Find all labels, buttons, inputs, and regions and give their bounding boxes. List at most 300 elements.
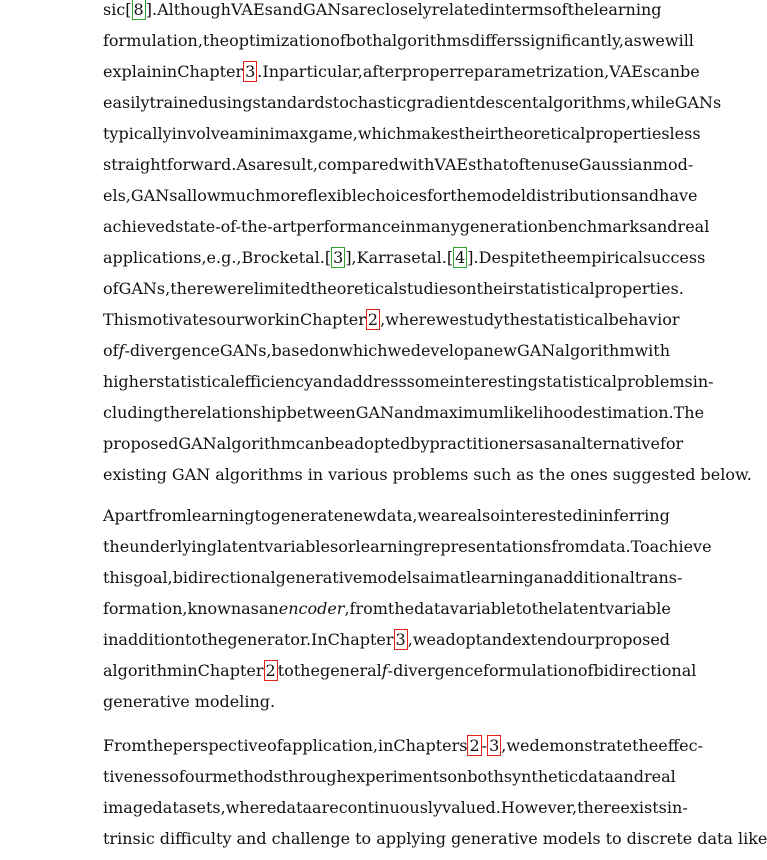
- paragraph-1: [103, 0, 752, 496]
- word: proper: [401, 62, 457, 81]
- word: GANs: [130, 186, 178, 205]
- word: latent: [557, 599, 606, 618]
- word: various: [328, 465, 388, 484]
- word: [ 3 ],: [324, 248, 357, 267]
- word: mod-: [652, 155, 694, 174]
- word: properties: [585, 124, 670, 143]
- word: trained: [149, 93, 209, 112]
- word: the: [503, 310, 530, 329]
- word: many: [415, 217, 460, 236]
- word: generation: [459, 217, 548, 236]
- word: adopted: [344, 434, 411, 453]
- word: in: [182, 661, 198, 680]
- word: perspective: [172, 736, 268, 755]
- word: Chapter: [177, 62, 244, 81]
- word: optimization: [229, 31, 331, 50]
- word: model: [476, 186, 527, 205]
- word: [ 4 ].: [446, 248, 479, 267]
- word: statistical: [156, 372, 236, 391]
- word: a: [473, 341, 484, 360]
- word: et: [411, 248, 428, 267]
- word: will: [664, 31, 694, 50]
- text-line: [103, 692, 647, 723]
- word: in: [400, 217, 416, 236]
- word: The: [673, 403, 705, 422]
- word: for: [659, 434, 684, 453]
- text-line: [103, 506, 670, 537]
- word: ones: [570, 465, 608, 484]
- word: where: [225, 798, 277, 817]
- word: data: [414, 599, 450, 618]
- text-line: [103, 155, 694, 186]
- text-line: [103, 279, 684, 310]
- word: often: [509, 155, 551, 174]
- word: application,: [282, 736, 378, 755]
- word: GAN: [171, 465, 211, 484]
- word: 2 - 3 ,: [469, 736, 507, 755]
- word: [264, 661, 278, 681]
- word: learning: [355, 537, 424, 556]
- chapter-ref-link[interactable]: 3: [395, 630, 406, 649]
- word: discrete: [626, 829, 693, 848]
- word: practitioners: [429, 434, 535, 453]
- word: Despite: [478, 248, 541, 267]
- word: In: [262, 62, 280, 81]
- text-line: [103, 537, 712, 568]
- word: use: [550, 155, 579, 174]
- word: applications,: [103, 248, 207, 267]
- word: to: [515, 599, 532, 618]
- word: As: [236, 155, 257, 174]
- word: From: [103, 736, 147, 755]
- word: theoretical: [497, 124, 586, 143]
- word: suggested: [612, 465, 696, 484]
- word: statistical: [537, 372, 618, 391]
- word: limited: [253, 279, 311, 298]
- word: variable: [449, 599, 516, 618]
- word: known: [187, 599, 242, 618]
- word: algorithm: [555, 341, 635, 360]
- word: proposed: [594, 630, 671, 649]
- word: using: [208, 93, 253, 112]
- word: aim: [420, 568, 451, 587]
- word: based: [271, 341, 320, 360]
- word: data: [578, 767, 614, 786]
- word: in: [307, 465, 324, 484]
- word: To: [630, 537, 650, 556]
- chapter-ref-link[interactable]: 2: [469, 736, 480, 755]
- word: benchmarks: [547, 217, 648, 236]
- word: estimation.: [583, 403, 674, 422]
- word: theoretical: [310, 279, 399, 298]
- word: VAEs: [434, 155, 477, 174]
- chapter-ref-link[interactable]: 2: [265, 661, 276, 680]
- word: in: [377, 736, 394, 755]
- word: and: [236, 829, 267, 848]
- word: typically: [103, 124, 172, 143]
- word: learning: [466, 568, 534, 587]
- word: the: [103, 537, 130, 556]
- word: generative: [103, 692, 190, 711]
- word: flexible: [307, 186, 367, 205]
- word: exists: [620, 798, 667, 817]
- word: are: [312, 798, 339, 817]
- word: some: [406, 372, 450, 391]
- word: data: [697, 829, 733, 848]
- word: goal,: [133, 568, 173, 587]
- word: tiveness: [103, 767, 170, 786]
- word: GANs: [674, 93, 722, 112]
- word: GAN: [178, 434, 217, 453]
- paragraph-3: [103, 736, 767, 860]
- word: more: [265, 186, 308, 205]
- word: in-: [666, 798, 688, 817]
- word: a: [256, 155, 266, 174]
- word: maximum: [424, 403, 504, 422]
- word: from: [349, 599, 388, 618]
- word: reparametrization,: [456, 62, 610, 81]
- word: difficulty: [159, 829, 232, 848]
- text-line: [103, 310, 680, 341]
- word: in: [284, 310, 301, 329]
- word: of: [330, 31, 346, 50]
- word: achieve: [649, 537, 712, 556]
- word: representations: [423, 537, 552, 556]
- word: variable: [605, 599, 671, 618]
- word: the: [202, 31, 230, 50]
- word: can: [295, 434, 325, 453]
- word: generative: [275, 568, 363, 587]
- word: as: [534, 434, 552, 453]
- word: after: [362, 62, 402, 81]
- word: f-divergence: [118, 341, 220, 360]
- word: Chapter: [300, 310, 366, 329]
- word: success: [642, 248, 706, 267]
- word: valued.: [442, 798, 501, 817]
- word: formulation: [483, 661, 578, 680]
- word: to: [254, 506, 271, 525]
- word: like: [737, 829, 767, 848]
- word: in: [161, 62, 178, 81]
- word: result,: [265, 155, 318, 174]
- word: we: [641, 31, 665, 50]
- word: relationship: [189, 403, 287, 422]
- text-line: [103, 248, 706, 279]
- word: GAN: [516, 341, 556, 360]
- word: by: [410, 434, 430, 453]
- text-line: [103, 829, 767, 860]
- word: the: [450, 186, 477, 205]
- text-line: [103, 186, 698, 217]
- word: 2 ,: [367, 310, 386, 329]
- word: both: [345, 31, 383, 50]
- word: easily: [103, 93, 150, 112]
- word: this: [103, 568, 134, 587]
- citation-link[interactable]: 8: [133, 0, 144, 19]
- word: of: [103, 341, 119, 360]
- word: be: [324, 434, 345, 453]
- word: addition: [118, 630, 186, 649]
- word: GAN: [355, 403, 395, 422]
- word: al.: [427, 248, 447, 267]
- word: In: [311, 630, 328, 649]
- word: synthetic: [503, 767, 579, 786]
- chapter-ref-link[interactable]: 2: [367, 310, 379, 329]
- text-line: [103, 372, 714, 403]
- word: less: [669, 124, 701, 143]
- word: gradient: [406, 93, 476, 112]
- word: to: [185, 630, 202, 649]
- word: Chapter: [197, 661, 264, 680]
- word: allow: [177, 186, 221, 205]
- word: the: [632, 736, 659, 755]
- word: image: [103, 798, 153, 817]
- word: the: [531, 599, 558, 618]
- word: encoder,: [278, 599, 350, 618]
- word: data: [152, 798, 189, 817]
- word: their: [458, 124, 498, 143]
- word: statistical: [529, 310, 609, 329]
- word: studies: [398, 279, 457, 298]
- word: in: [489, 0, 506, 19]
- word: existing: [103, 465, 167, 484]
- word: choices: [366, 186, 427, 205]
- word: at: [450, 568, 466, 587]
- word: modeling.: [194, 692, 276, 711]
- word: latent: [217, 537, 265, 556]
- word: significantly,: [521, 31, 624, 50]
- word: behavior: [608, 310, 680, 329]
- word: and: [629, 186, 660, 205]
- word: state-of-the-art: [175, 217, 297, 236]
- word: formulation,: [103, 31, 203, 50]
- word: we: [506, 736, 530, 755]
- word: trinsic: [103, 829, 155, 848]
- word: work: [243, 310, 285, 329]
- word: of: [577, 661, 594, 680]
- word: challenge: [271, 829, 351, 848]
- word: our: [184, 767, 213, 786]
- word: generator.: [227, 630, 312, 649]
- word: as: [623, 31, 642, 50]
- word: be: [680, 62, 700, 81]
- chapter-ref-link[interactable]: 3: [489, 736, 500, 755]
- word: on: [319, 341, 340, 360]
- word: our: [567, 630, 595, 649]
- word: descent: [475, 93, 539, 112]
- word: straightforward.: [103, 155, 237, 174]
- word: their: [476, 279, 516, 298]
- word: sets,: [188, 798, 226, 817]
- word: distributions: [526, 186, 630, 205]
- word: stochastic: [324, 93, 407, 112]
- word: we: [387, 341, 411, 360]
- word: also: [467, 506, 500, 525]
- word: an: [551, 434, 572, 453]
- word: algorithm: [216, 434, 296, 453]
- word: particular,: [279, 62, 363, 81]
- word: between: [286, 403, 356, 422]
- word: an: [258, 599, 279, 618]
- word: address: [343, 372, 407, 391]
- word: the: [146, 736, 173, 755]
- word: to: [277, 661, 294, 680]
- word: adopt: [435, 630, 483, 649]
- word: underlying: [129, 537, 217, 556]
- text-line: [103, 599, 671, 630]
- word: the: [540, 248, 567, 267]
- word: However,: [500, 798, 578, 817]
- chapter-ref-link[interactable]: 3: [245, 62, 256, 81]
- word: efficiency: [235, 372, 314, 391]
- word: minimax: [238, 124, 309, 143]
- word: the: [567, 0, 594, 19]
- word: 3 ,: [395, 630, 413, 649]
- word: data,: [376, 506, 418, 525]
- word: f-divergence: [381, 661, 484, 680]
- word: with: [634, 341, 671, 360]
- word: bidirectional: [593, 661, 697, 680]
- word: were: [213, 279, 254, 298]
- word: GANs,: [118, 279, 171, 298]
- word: compared: [317, 155, 399, 174]
- word: GANs,: [219, 341, 272, 360]
- word: inferring: [598, 506, 670, 525]
- word: real: [643, 767, 676, 786]
- word: interested: [499, 506, 583, 525]
- word: where: [385, 310, 436, 329]
- word: continuously: [338, 798, 443, 817]
- word: with: [398, 155, 435, 174]
- word: in: [103, 630, 119, 649]
- text-line: [103, 124, 701, 155]
- word: algorithms: [215, 465, 303, 484]
- word: learning: [593, 0, 662, 19]
- word: effec-: [658, 736, 703, 755]
- word: and: [647, 217, 678, 236]
- word: and: [394, 403, 425, 422]
- word: game,: [308, 124, 358, 143]
- text-line: [103, 661, 697, 692]
- text-line: [103, 403, 705, 434]
- citation-link[interactable]: 3: [333, 248, 344, 267]
- word: and: [613, 767, 644, 786]
- citation-link[interactable]: 4: [455, 248, 466, 267]
- word: higher: [103, 372, 157, 391]
- word: This: [103, 310, 138, 329]
- word: motivates: [137, 310, 217, 329]
- word: while: [630, 93, 675, 112]
- word: to: [355, 829, 372, 848]
- word: experiments: [346, 767, 448, 786]
- word: sic: [103, 0, 126, 19]
- word: Brock: [241, 248, 290, 267]
- word: new: [483, 341, 517, 360]
- text-line: [103, 0, 662, 31]
- word: we: [417, 506, 441, 525]
- word: such: [473, 465, 512, 484]
- word: models: [542, 829, 601, 848]
- word: general: [319, 661, 382, 680]
- word: in: [582, 506, 599, 525]
- word: extend: [512, 630, 568, 649]
- word: properties.: [594, 279, 684, 298]
- word: an: [533, 568, 554, 587]
- word: data.: [589, 537, 631, 556]
- word: for: [426, 186, 451, 205]
- word: as: [516, 465, 534, 484]
- word: applying: [376, 829, 447, 848]
- word: formation,: [103, 599, 188, 618]
- word: models: [362, 568, 421, 587]
- word: below.: [700, 465, 752, 484]
- word: study: [458, 310, 504, 329]
- word: problems: [617, 372, 693, 391]
- word: as: [241, 599, 259, 618]
- text-line: [103, 465, 752, 496]
- word: Chapter: [327, 630, 394, 649]
- word: terms: [505, 0, 552, 19]
- word: that: [476, 155, 509, 174]
- word: performance: [296, 217, 401, 236]
- word: develop: [410, 341, 474, 360]
- word: achieved: [103, 217, 176, 236]
- word: els,: [103, 186, 131, 205]
- word: VAEs: [230, 0, 273, 19]
- word: much: [220, 186, 266, 205]
- word: of: [267, 736, 283, 755]
- word: real: [677, 217, 710, 236]
- word: the: [201, 630, 228, 649]
- word: the: [163, 403, 190, 422]
- word: of: [103, 279, 119, 298]
- word: to: [605, 829, 622, 848]
- word: Gaussian: [578, 155, 653, 174]
- word: of: [552, 0, 568, 19]
- word: from: [148, 506, 187, 525]
- word: proposed: [103, 434, 179, 453]
- word: from: [551, 537, 590, 556]
- text-line: [103, 798, 688, 829]
- word: Although: [157, 0, 231, 19]
- word: 3 .: [245, 62, 263, 81]
- word: differs: [469, 31, 522, 50]
- word: makes: [406, 124, 459, 143]
- word: which: [339, 341, 388, 360]
- word: through: [281, 767, 347, 786]
- word: Apart: [103, 506, 149, 525]
- word: demonstrate: [529, 736, 633, 755]
- word: or: [338, 537, 356, 556]
- word: on: [447, 767, 468, 786]
- text-line: [103, 62, 700, 93]
- word: algorithms: [382, 31, 470, 50]
- word: GANs: [302, 0, 350, 19]
- text-line: [103, 341, 671, 372]
- word: problems: [392, 465, 469, 484]
- word: the: [387, 599, 415, 618]
- text-line: [103, 630, 671, 661]
- word: variables: [264, 537, 339, 556]
- text-line: [103, 93, 722, 124]
- word: standard: [252, 93, 325, 112]
- word: have: [659, 186, 698, 205]
- text-line: [103, 217, 710, 248]
- word: algorithms,: [538, 93, 631, 112]
- word: interesting: [449, 372, 538, 391]
- word: explain: [103, 62, 162, 81]
- word: bidirectional: [172, 568, 276, 587]
